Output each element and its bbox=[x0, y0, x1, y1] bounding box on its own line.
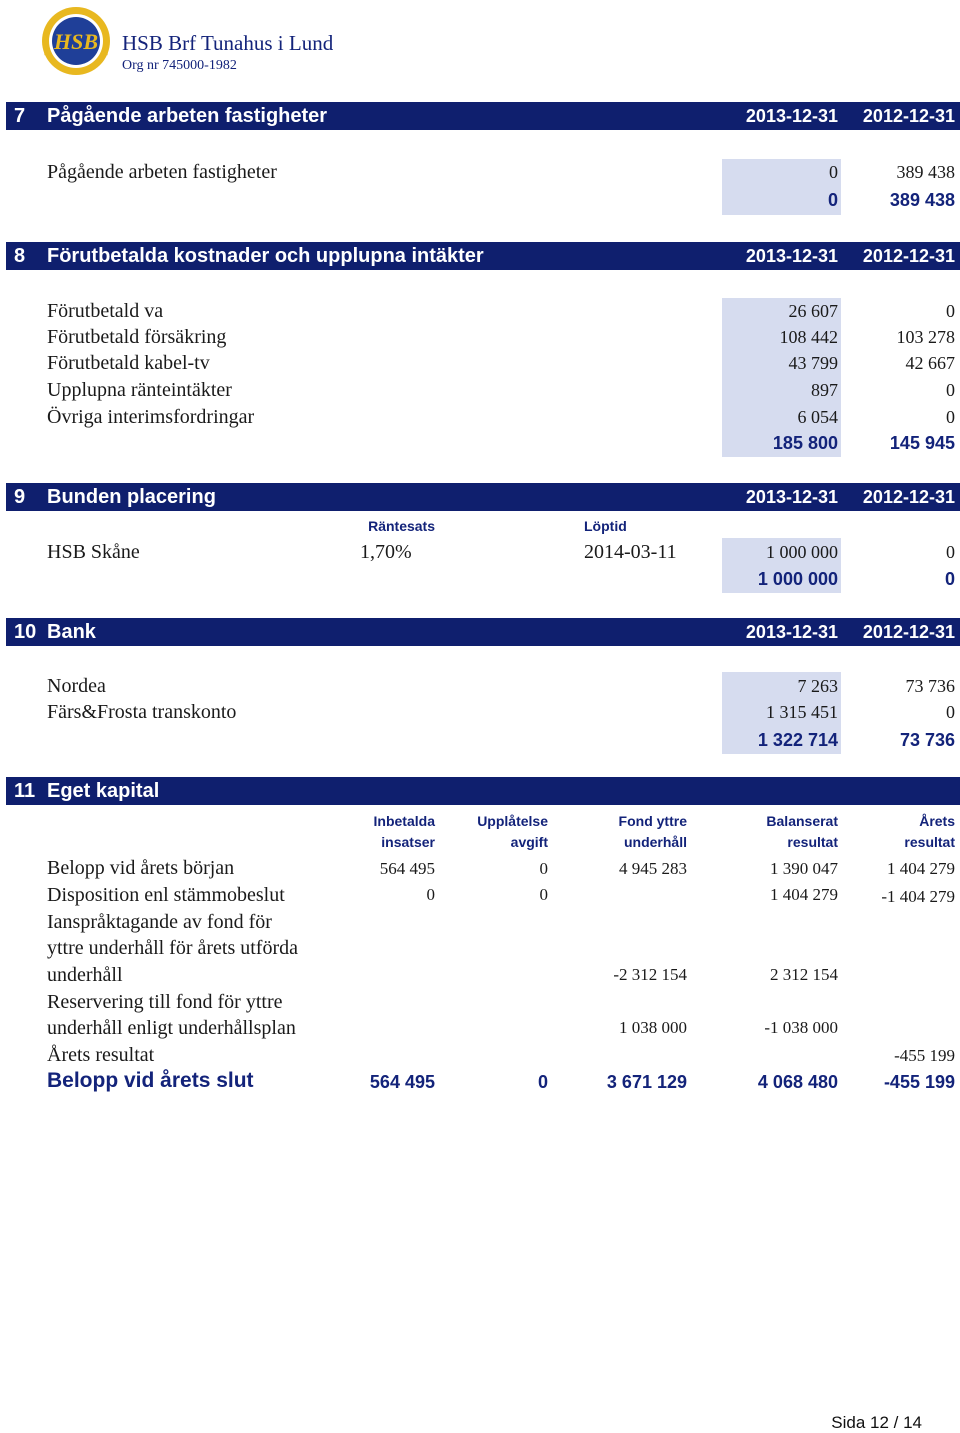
date-previous: 2012-12-31 bbox=[862, 246, 955, 266]
equity-row-label: Årets resultat bbox=[47, 1044, 155, 1066]
section-7-header bbox=[6, 102, 960, 130]
value-previous: 0 bbox=[946, 542, 955, 562]
equity-value: -1 404 279 bbox=[881, 887, 955, 906]
total-current: 1 000 000 bbox=[757, 569, 838, 589]
section-title: Eget kapital bbox=[47, 780, 160, 802]
total-current: 1 322 714 bbox=[757, 730, 838, 750]
equity-total-value: -455 199 bbox=[883, 1072, 955, 1092]
column-header-maintenance-fund: Fond yttre bbox=[618, 813, 687, 829]
section-number: 9 bbox=[14, 486, 26, 508]
equity-row-label-line: yttre underhåll för årets utförda bbox=[47, 937, 299, 959]
equity-value: 1 038 000 bbox=[619, 1018, 687, 1037]
section-9-header bbox=[6, 483, 960, 511]
section-10-header bbox=[6, 618, 960, 646]
equity-row-label-line: Reservering till fond för yttre bbox=[47, 991, 283, 1013]
total-previous: 145 945 bbox=[889, 433, 955, 453]
equity-value: -1 038 000 bbox=[764, 1018, 838, 1037]
equity-row-label-line: underhåll enligt underhållsplan bbox=[47, 1017, 296, 1039]
value-current: 108 442 bbox=[779, 327, 838, 347]
equity-value: 2 312 154 bbox=[770, 965, 838, 984]
total-previous: 0 bbox=[944, 569, 955, 589]
column-header-retained-sub: resultat bbox=[787, 834, 838, 850]
equity-value: 1 390 047 bbox=[770, 859, 838, 878]
row-label: Pågående arbeten fastigheter bbox=[47, 161, 277, 183]
section-title: Förutbetalda kostnader och upplupna intäkter bbox=[47, 245, 484, 267]
value-current: 7 263 bbox=[797, 676, 838, 696]
equity-value: 0 bbox=[539, 885, 548, 904]
date-current: 2013-12-31 bbox=[745, 106, 838, 126]
date-previous: 2012-12-31 bbox=[862, 622, 955, 642]
section-title: Bank bbox=[47, 621, 96, 643]
column-header-year-result-sub: resultat bbox=[904, 834, 955, 850]
interest-rate: 1,70% bbox=[360, 541, 412, 563]
column-header-paid-in-sub: insatser bbox=[381, 834, 435, 850]
equity-row-label: Belopp vid årets början bbox=[47, 857, 235, 879]
column-header-rate: Räntesats bbox=[368, 518, 435, 534]
hsb-logo bbox=[38, 5, 114, 77]
value-previous: 0 bbox=[946, 380, 955, 400]
row-label: Förutbetald kabel-tv bbox=[47, 352, 210, 374]
equity-row-label: Disposition enl stämmobeslut bbox=[47, 884, 285, 906]
equity-value: 564 495 bbox=[379, 859, 435, 878]
equity-total-value: 4 068 480 bbox=[757, 1072, 838, 1092]
value-previous: 73 736 bbox=[905, 676, 955, 696]
section-number: 11 bbox=[14, 780, 36, 802]
date-current: 2013-12-31 bbox=[745, 246, 838, 266]
column-header-retained: Balanserat bbox=[766, 813, 838, 829]
equity-total-label: Belopp vid årets slut bbox=[47, 1069, 254, 1092]
equity-value: 1 404 279 bbox=[887, 859, 955, 878]
column-header-maturity: Löptid bbox=[584, 518, 627, 534]
column-header-fee-sub: avgift bbox=[510, 834, 548, 850]
equity-total-value: 3 671 129 bbox=[606, 1072, 687, 1092]
value-previous: 103 278 bbox=[896, 327, 955, 347]
column-header-maintenance-fund-sub: underhåll bbox=[623, 834, 687, 850]
value-current: 0 bbox=[829, 162, 838, 182]
organization-number: Org nr 745000-1982 bbox=[122, 58, 237, 73]
column-header-year-result: Årets bbox=[919, 813, 955, 829]
equity-value: 1 404 279 bbox=[770, 885, 838, 904]
value-current: 1 315 451 bbox=[766, 702, 838, 722]
svg-text:HSB: HSB bbox=[53, 29, 99, 54]
equity-value: 0 bbox=[426, 885, 435, 904]
page-number: Sida 12 / 14 bbox=[831, 1413, 922, 1432]
value-previous: 42 667 bbox=[905, 353, 955, 373]
row-label: Nordea bbox=[47, 675, 106, 697]
section-number: 8 bbox=[14, 245, 26, 267]
date-previous: 2012-12-31 bbox=[862, 487, 955, 507]
equity-value: 4 945 283 bbox=[619, 859, 687, 878]
value-previous: 0 bbox=[946, 407, 955, 427]
value-previous: 0 bbox=[946, 301, 955, 321]
date-previous: 2012-12-31 bbox=[862, 106, 955, 126]
value-current: 43 799 bbox=[788, 353, 838, 373]
organization-name: HSB Brf Tunahus i Lund bbox=[122, 31, 334, 55]
value-current: 26 607 bbox=[788, 301, 838, 321]
row-label: Upplupna ränteintäkter bbox=[47, 379, 232, 401]
section-8-header bbox=[6, 242, 960, 270]
row-label: Förutbetald försäkring bbox=[47, 326, 227, 348]
equity-row-label-line: Ianspråktagande av fond för bbox=[47, 911, 272, 933]
maturity-date: 2014-03-11 bbox=[584, 541, 677, 563]
section-number: 7 bbox=[14, 105, 26, 127]
total-previous: 73 736 bbox=[899, 730, 955, 750]
date-current: 2013-12-31 bbox=[745, 622, 838, 642]
equity-value: -455 199 bbox=[894, 1046, 955, 1065]
equity-total-value: 564 495 bbox=[369, 1072, 435, 1092]
value-previous: 389 438 bbox=[896, 162, 955, 182]
value-current: 6 054 bbox=[797, 407, 838, 427]
total-current: 185 800 bbox=[772, 433, 838, 453]
date-current: 2013-12-31 bbox=[745, 487, 838, 507]
equity-value: 0 bbox=[539, 859, 548, 878]
total-current: 0 bbox=[827, 190, 838, 210]
total-previous: 389 438 bbox=[889, 190, 955, 210]
row-label: HSB Skåne bbox=[47, 541, 140, 563]
equity-total-value: 0 bbox=[537, 1072, 548, 1092]
column-header-paid-in: Inbetalda bbox=[373, 813, 435, 829]
value-current: 1 000 000 bbox=[766, 542, 838, 562]
row-label: Övriga interimsfordringar bbox=[47, 406, 255, 428]
equity-row-label-line: underhåll bbox=[47, 964, 123, 986]
value-previous: 0 bbox=[946, 702, 955, 722]
column-header-fee: Upplåtelse bbox=[477, 813, 548, 829]
row-label: Förutbetald va bbox=[47, 300, 164, 322]
section-title: Pågående arbeten fastigheter bbox=[47, 105, 328, 127]
row-label: Färs&Frosta transkonto bbox=[47, 701, 237, 723]
equity-value: -2 312 154 bbox=[613, 965, 687, 984]
section-number: 10 bbox=[14, 621, 37, 643]
section-11-header bbox=[6, 777, 960, 805]
section-title: Bunden placering bbox=[47, 486, 216, 508]
value-current: 897 bbox=[811, 380, 838, 400]
